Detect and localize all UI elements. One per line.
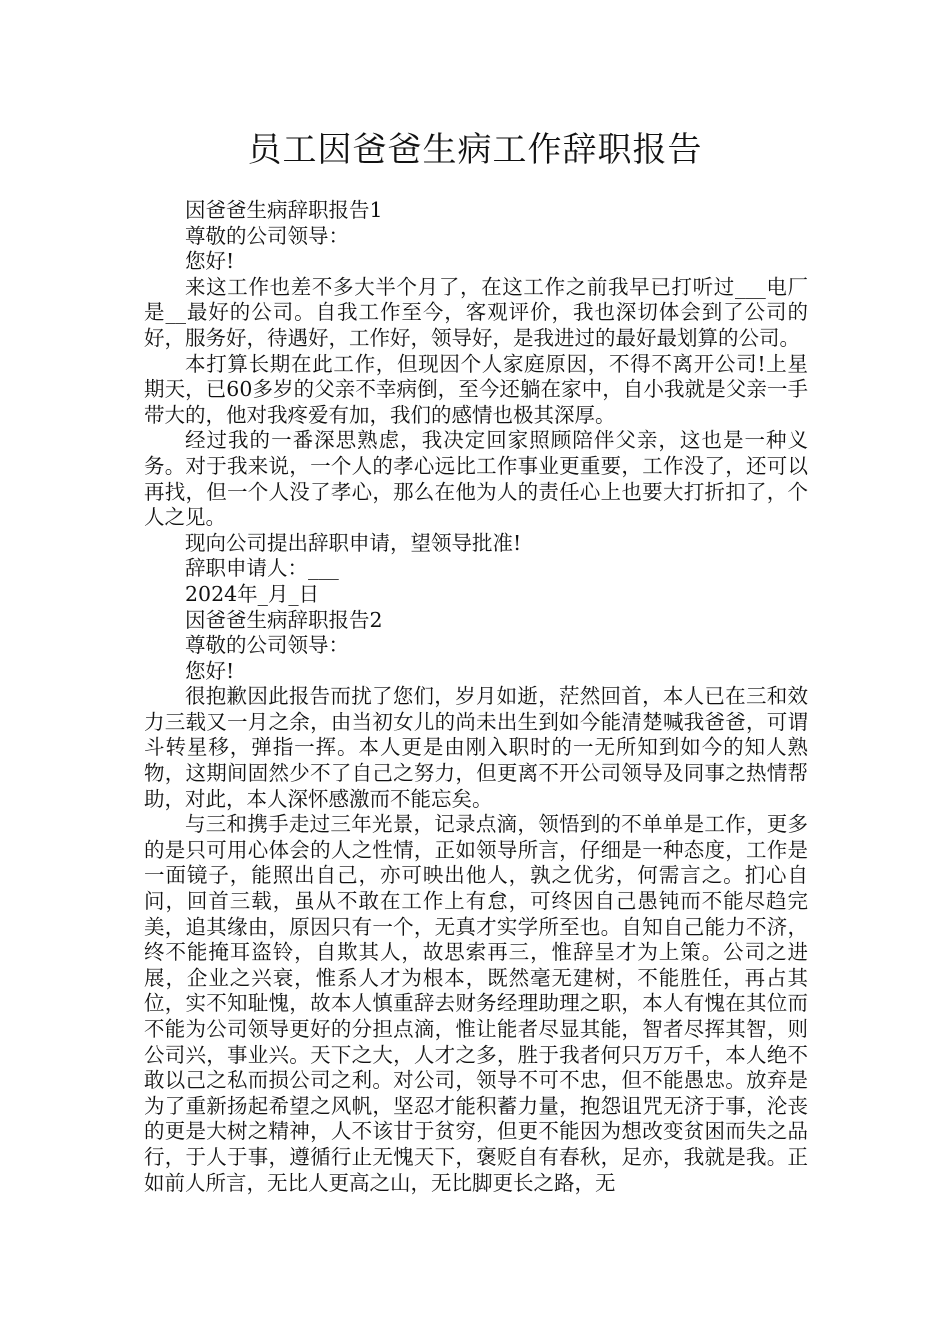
report-heading-1: 因爸爸生病辞职报告1 — [185, 198, 383, 222]
greeting: 您好! — [185, 658, 235, 683]
salutation: 尊敬的公司领导： — [185, 633, 349, 658]
body-paragraph: 来这工作也差不多大半个月了，在这工作之前我早已打听过___电厂是__最好的公司。自我工作至今，客观评价，我也深切体会到了公司的好，服务好，待遇好，工作好，领导好，是我进过的最好最划算的公司。 — [144, 274, 808, 350]
document-body — [144, 198, 808, 1196]
report-heading-2: 因爸爸生病辞职报告2 — [185, 607, 383, 632]
body-paragraph: 经过我的一番深思熟虑，我决定回家照顾陪伴父亲，这也是一种义务。对于我来说，一个人的孝心远比工作事业更重要，工作没了，还可以再找，但一个人没了孝心，那么在他为人的责任心上也要大打折扣了，个人之见。 — [144, 428, 808, 530]
body-paragraph: 与三和携手走过三年光景，记录点滴，领悟到的不单单是工作，更多的是只可用心体会的人之性情，正如领导所言，仔细是一种态度，工作是一面镜子，能照出自己，亦可映出他人，孰之优劣，何需言之。扪心自问，回首三载，虽从不敢在工作上有怠，可终因自己愚钝而不能尽趋完美，追其缘由，原因只有一个，无真才实学所至也。自知自己能力不济，终不能掩耳盗铃，自欺其人，故思索再三，惟辞呈才为上策。公司之进展，企业之兴衰，惟系人才为根本，既然毫无建树，不能胜任，再占其位，实不知耻愧，故本人慎重辞去财务经理助理之职，本人有愧在其位而不能为公司领导更好的分担点滴，惟让能者尽显其能，智者尽挥其智，则公司兴，事业兴。天下之大，人才之多，胜于我者何只万万千，本人绝不敢以己之私而损公司之利。对公司，领导不可不忠，但不能愚忠。放弃是为了重新扬起希望之风帆，坚忍才能积蓄力量，抱怨诅咒无济于事，沦丧的更是大树之精神，人不该甘于贫穷，但更不能因为想改变贫困而失之品行，于人于事，遵循行止无愧天下，褒贬自有春秋，足亦，我就是我。正如前人所言，无比人更高之山，无比脚更长之路，无 — [144, 812, 808, 1195]
salutation: 尊敬的公司领导： — [185, 223, 349, 248]
applicant-line: 辞职申请人：___ — [185, 556, 339, 581]
date-line: 2024年_月_日 — [185, 581, 320, 606]
document-title: 员工因爸爸生病工作辞职报告 — [247, 130, 703, 170]
body-paragraph: 很抱歉因此报告而扰了您们，岁月如逝，茫然回首，本人已在三和效力三载又一月之余，由当初女儿的尚未出生到如今能清楚喊我爸爸，可谓斗转星移，弹指一挥。本人更是由刚入职时的一无所知到如今的知人熟物，这期间固然少不了自己之努力，但更离不开公司领导及同事之热情帮助，对此，本人深怀感激而不能忘矣。 — [144, 684, 808, 811]
resignation-request: 现向公司提出辞职申请，望领导批准! — [185, 530, 522, 555]
body-paragraph: 本打算长期在此工作，但现因个人家庭原因，不得不离开公司!上星期天，已60多岁的父亲不幸病倒，至今还躺在家中，自小我就是父亲一手带大的，他对我疼爱有加，我们的感情也极其深厚。 — [144, 351, 808, 427]
greeting: 您好! — [185, 249, 235, 274]
